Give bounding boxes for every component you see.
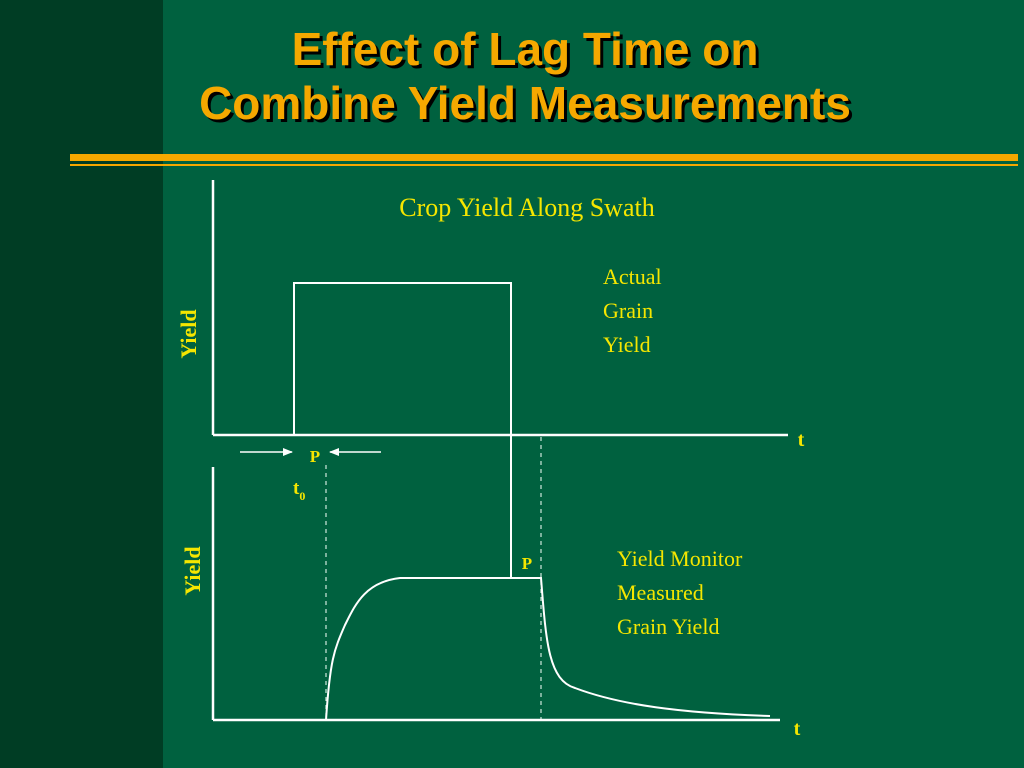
lower-y-label: Yield [180,546,205,596]
diagram-heading: Crop Yield Along Swath [399,193,655,222]
actual-yield-label-3: Yield [603,332,651,357]
lower-x-label: t [793,718,801,740]
t0-marker: $t_0$ [293,478,306,503]
measured-yield-label-1: Yield Monitor [617,546,743,571]
actual-yield-label-1: Actual [603,264,662,289]
upper-y-label: Yield [176,309,201,359]
measured-yield-label-3: Grain Yield [617,614,720,639]
measured-yield-label-2: Measured [617,580,704,605]
actual-yield-curve [294,283,511,435]
p-marker-lower: P [521,554,533,573]
p-marker-upper: P [309,447,321,466]
lag-markers [240,447,532,573]
actual-yield-label-2: Grain [603,298,654,323]
upper-x-label: t [797,429,805,451]
lower-plot [180,467,801,740]
title-line-2: Combine Yield Measurements [199,77,851,129]
title-line-1: Effect of Lag Time on [291,23,759,75]
